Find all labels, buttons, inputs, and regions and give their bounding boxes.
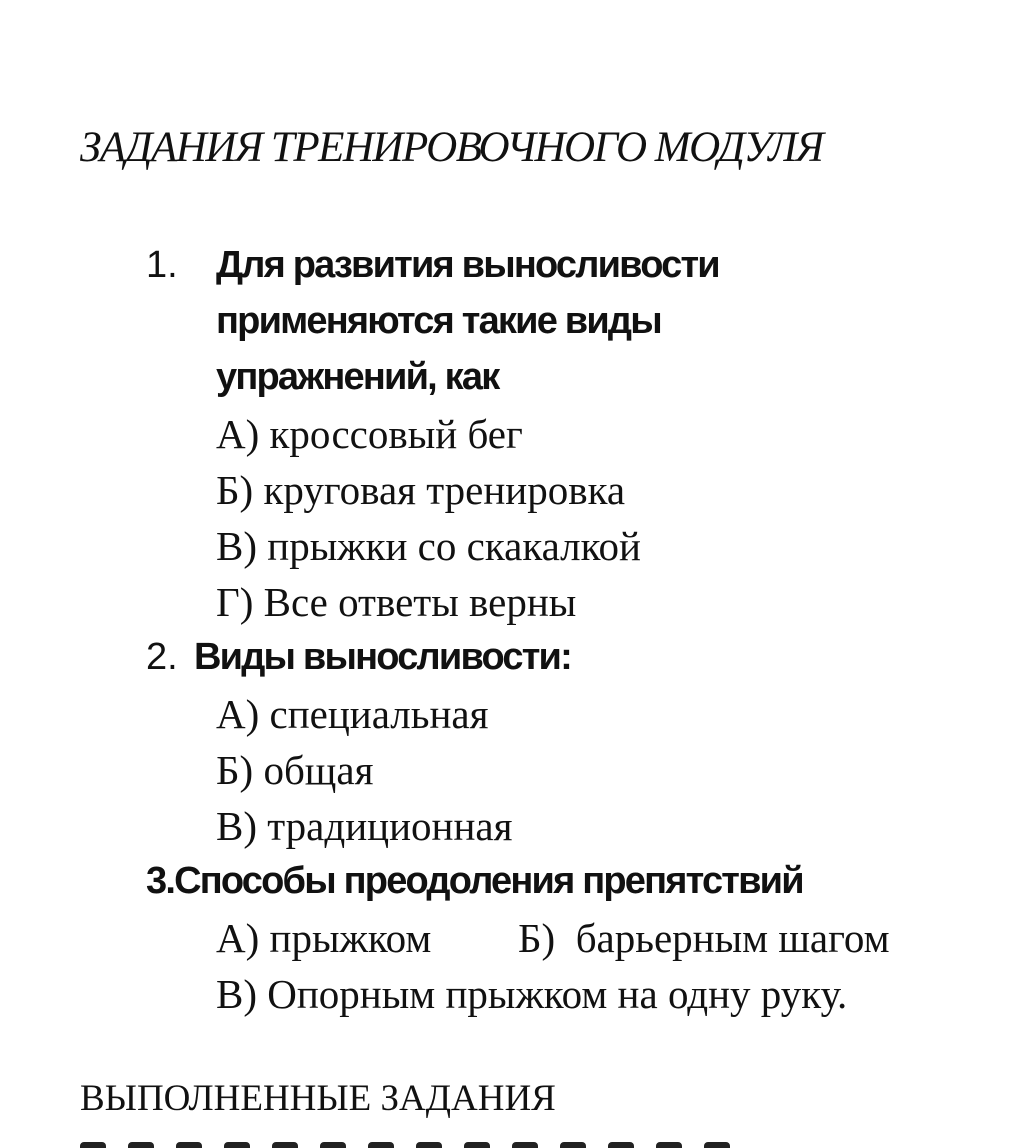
question-2-option-c: В) традиционная — [216, 803, 513, 849]
page-title: ЗАДАНИЯ ТРЕНИРОВОЧНОГО МОДУЛЯ — [80, 124, 823, 171]
question-1-text-line-3: упражнений, как — [216, 356, 499, 398]
question-3-text: 3.Способы преодоления препятствий — [146, 860, 803, 902]
question-3-option-c: В) Опорным прыжком на одну руку. — [216, 971, 848, 1017]
question-1-number: 1. — [146, 244, 178, 286]
question-1-option-b: Б) круговая тренировка — [216, 467, 626, 513]
question-1-option-c: В) прыжки со скакалкой — [216, 523, 641, 569]
question-2-text: Виды выносливости: — [194, 636, 571, 678]
question-3-option-b: Б) барьерным шагом — [518, 915, 890, 961]
question-1-text-line-1: Для развития выносливости — [216, 244, 719, 286]
question-3-option-a: А) прыжком — [216, 915, 432, 961]
question-2-number: 2. — [146, 636, 178, 678]
question-1-option-a: А) кроссовый бег — [216, 411, 523, 457]
cropped-text-line — [80, 1136, 800, 1148]
question-2-option-b: Б) общая — [216, 747, 374, 793]
question-2-option-a: А) специальная — [216, 691, 489, 737]
question-1-text-line-2: применяются такие виды — [216, 300, 661, 342]
completed-tasks-heading: ВЫПОЛНЕННЫЕ ЗАДАНИЯ — [80, 1078, 556, 1119]
question-1-option-d: Г) Все ответы верны — [216, 579, 577, 625]
